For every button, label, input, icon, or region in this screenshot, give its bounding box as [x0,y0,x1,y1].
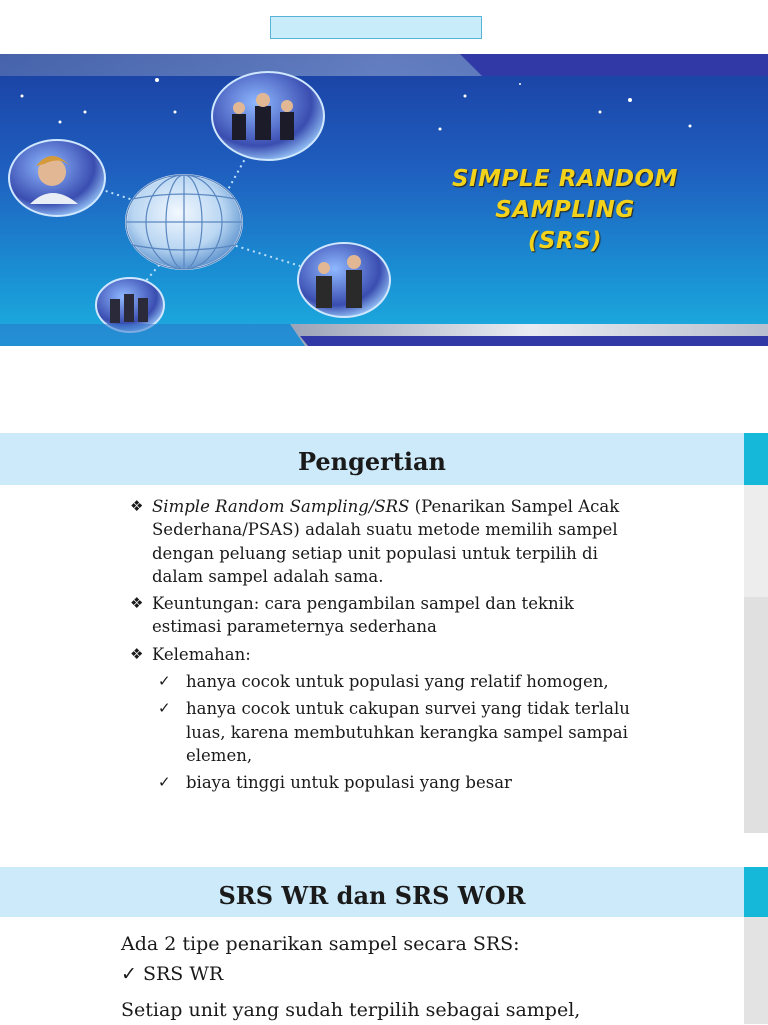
disadvantage-sublist [152,670,640,794]
slide-body [121,929,721,1025]
side-accent-gray-1 [744,917,768,1024]
srs-wr-description: Setiap unit yang sudah terpilih sebagai sampel, [121,999,581,1021]
definition-bullet-list [130,495,640,799]
definition-text: (Penarikan Sampel Acak Sederhana/PSAS) adalah suatu metode memilih sampel dengan peluang setiap unit populasi untuk terpilih di dalam sampel adalah sama. [152,497,620,586]
bottom-band [0,324,768,346]
sub-bullet-text: hanya cocok untuk cakupan survei yang tidak terlalu luas, karena membutuhkan kerangka sampel sampai elemen, [186,699,630,765]
people-bubble-bottom-right [298,243,390,317]
list-item [158,670,640,693]
list-item [130,495,640,588]
title-slide [0,54,768,346]
side-accent-cyan [744,867,768,917]
disadvantage-label: Kelemahan: [152,644,251,664]
diamond-bullet-icon: ❖ [130,644,144,663]
check-bullet-icon: ✓ [121,963,137,985]
title-line-1: SIMPLE RANDOM [451,166,679,192]
check-bullet-icon: ✓ [158,699,171,718]
intro-line: Ada 2 tipe penarikan sampel secara SRS: [121,933,520,955]
list-item [158,771,640,794]
top-placeholder-box [270,16,482,39]
slide-header [0,867,744,917]
list-item [130,592,640,639]
list-item [130,643,640,795]
title-line-2: SAMPLING [495,197,635,223]
slide-title: Pengertian [297,447,447,476]
globe-bubble [126,175,242,269]
italic-term: Simple Random Sampling/SRS [152,497,410,516]
slide-srs-wr-wor [0,867,768,1024]
sub-bullet-text: biaya tinggi untuk populasi yang besar [186,773,512,793]
title-line-3: (SRS) [527,228,603,254]
slide-pengertian [0,433,768,833]
people-bubble-left [9,140,105,216]
diamond-bullet-icon: ❖ [130,594,144,613]
advantage-text: Keuntungan: cara pengambilan sampel dan teknik estimasi parameternya sederhana [152,594,574,637]
side-accent-gray-1 [744,485,768,597]
title-slide-heading [430,164,700,257]
people-bubble-top [212,72,324,160]
check-bullet-icon: ✓ [158,773,171,792]
side-accent-gray-2 [744,597,768,833]
sub-bullet-text: hanya cocok untuk populasi yang relatif homogen, [186,672,609,692]
slide-title: SRS WR dan SRS WOR [218,881,526,910]
stars-decoration [21,78,692,131]
check-bullet-icon: ✓ [158,672,171,691]
slide-header [0,433,744,485]
diamond-bullet-icon: ❖ [130,497,144,515]
side-accent-cyan [744,433,768,485]
srs-wr-item [121,959,721,989]
srs-wr-label: SRS WR [142,963,224,985]
list-item [158,697,640,767]
